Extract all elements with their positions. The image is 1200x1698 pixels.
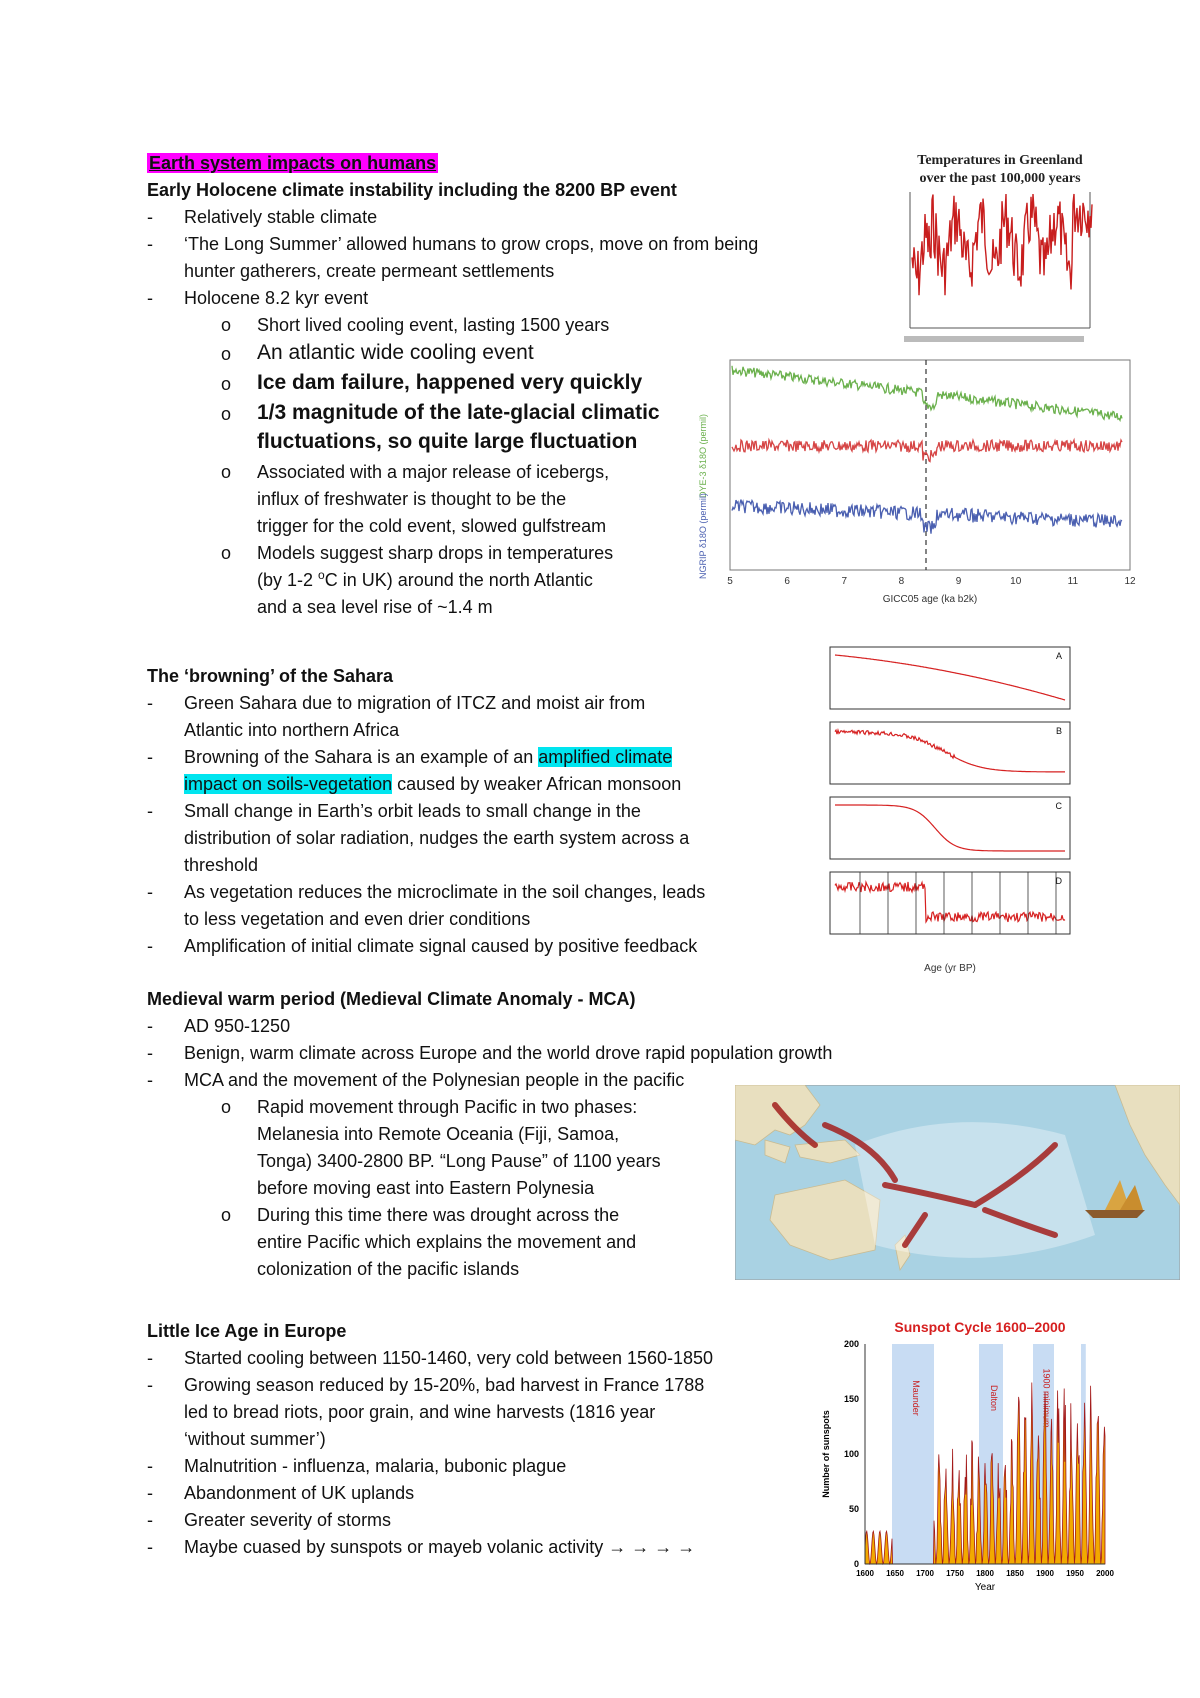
ice-xtick-label: 6 — [784, 576, 790, 587]
list-item-continuation: ‘without summer’) — [184, 1429, 326, 1449]
list-item-continuation: led to bread riots, poor grain, and wine harvests (1816 year — [184, 1402, 656, 1422]
sahara-panel-letter: D — [1055, 876, 1062, 886]
sahara-panel-letter: C — [1055, 801, 1062, 811]
sunspot-xtick-label: 1700 — [916, 1569, 934, 1578]
bullet-dash: - — [147, 1375, 153, 1395]
bullet-dash: - — [147, 207, 153, 227]
arrows-glyph: → → → → — [608, 1537, 696, 1557]
sub-item-continuation: (by 1-2 $^o$C in UK) around the north Atlantic — [257, 568, 593, 590]
sub-item-continuation: and a sea level rise of ~1.4 m — [257, 597, 493, 617]
list-item: Green Sahara due to migration of ITCZ and moist air from — [184, 693, 646, 713]
bullet-dash: - — [147, 747, 153, 767]
sunspot-xtick-label: 1900 — [1036, 1569, 1054, 1578]
bullet-dash: - — [147, 936, 153, 956]
bullet-circle: o — [221, 404, 232, 424]
sub-item-continuation: Melanesia into Remote Oceania (Fiji, Samoa, — [257, 1124, 620, 1144]
bullet-dash: - — [147, 1537, 153, 1557]
sunspot-cycle-figure — [815, 1318, 1115, 1593]
list-item: Growing season reduced by 15-20%, bad harvest in France 1788 — [184, 1375, 705, 1395]
sunspot-title: Sunspot Cycle 1600–2000 — [894, 1319, 1066, 1335]
sunspot-ytick-label: 200 — [843, 1339, 859, 1349]
sahara-panel-frame — [830, 797, 1070, 859]
bullet-dash: - — [147, 693, 153, 713]
sub-item-continuation: trigger for the cold event, slowed gulfstream — [257, 516, 607, 536]
section-heading-little-ice-age: Little Ice Age in Europe — [147, 1321, 347, 1341]
list-item: Abandonment of UK uplands — [184, 1483, 415, 1503]
sunspot-band-label: Dalton — [989, 1384, 999, 1412]
list-item-continuation: threshold — [184, 855, 259, 875]
sahara-series-line — [835, 882, 1065, 922]
bullet-dash: - — [147, 1510, 153, 1530]
sahara-series-line — [835, 655, 1065, 700]
list-item: AD 950-1250 — [184, 1016, 291, 1036]
list-item: MCA and the movement of the Polynesian people in the pacific — [184, 1070, 685, 1090]
sub-item: Short lived cooling event, lasting 1500 years — [257, 315, 610, 335]
list-item-continuation: to less vegetation and even drier conditions — [184, 909, 531, 929]
bullet-dash: - — [147, 234, 153, 254]
bullet-dash: - — [147, 1456, 153, 1476]
list-item: Small change in Earth’s orbit leads to small change in the — [184, 801, 641, 821]
bullet-circle: o — [221, 315, 232, 335]
greenland-title-2: over the past 100,000 years — [919, 171, 1081, 186]
list-item: Benign, warm climate across Europe and the world drove rapid population growth — [184, 1043, 833, 1063]
list-item: Browning of the Sahara is an example of an amplified climate — [184, 747, 673, 767]
sunspot-xtick-label: 1800 — [976, 1569, 994, 1578]
list-item: Maybe cuased by sunspots or mayeb volanic activity → → → → — [184, 1537, 696, 1557]
ice-xlabel: GICC05 age (ka b2k) — [882, 594, 978, 605]
sahara-xlabel: Age (yr BP) — [924, 963, 976, 974]
section-heading-mca: Medieval warm period (Medieval Climate Anomaly - MCA) — [147, 989, 636, 1009]
ice-xtick-label: 5 — [727, 576, 733, 587]
sunspot-ytick-label: 150 — [843, 1394, 859, 1404]
sub-item: During this time there was drought across the — [257, 1205, 620, 1225]
sunspot-ytick-label: 50 — [848, 1504, 859, 1514]
sub-item-continuation: colonization of the pacific islands — [257, 1259, 520, 1279]
sahara-series-line — [835, 730, 1065, 772]
list-item: Relatively stable climate — [184, 207, 378, 227]
sunspot-xtick-label: 1850 — [1006, 1569, 1024, 1578]
bullet-dash: - — [147, 1483, 153, 1503]
sub-item-continuation: Tonga) 3400-2800 BP. “Long Pause” of 1100 years — [257, 1151, 661, 1171]
bullet-dash: - — [147, 1043, 153, 1063]
list-item: Amplification of initial climate signal caused by positive feedback — [184, 936, 698, 956]
bullet-dash: - — [147, 1348, 153, 1368]
sunspot-xlabel: Year — [974, 1582, 996, 1593]
sub-item: An atlantic wide cooling event — [257, 341, 534, 364]
list-item-continuation: distribution of solar radiation, nudges the earth system across a — [184, 828, 690, 848]
sub-item-continuation: before moving east into Eastern Polynesia — [257, 1178, 595, 1198]
ice-xtick-label: 10 — [1010, 576, 1022, 587]
page-title: Earth system impacts on humans — [149, 153, 437, 173]
list-item-continuation: hunter gatherers, create permeant settlements — [184, 261, 555, 281]
sunspot-minimum-band — [892, 1344, 934, 1564]
sunspot-ytick-label: 100 — [843, 1449, 859, 1459]
bullet-circle: o — [221, 543, 232, 563]
bullet-circle: o — [221, 1205, 232, 1225]
greenland-temperature-figure — [880, 148, 1120, 358]
sahara-panel-letter: A — [1055, 651, 1062, 661]
sub-item-continuation: influx of freshwater is thought to be the — [257, 489, 567, 509]
bullet-dash: - — [147, 1016, 153, 1036]
bullet-circle: o — [221, 344, 232, 364]
bullet-dash: - — [147, 1070, 153, 1090]
sunspot-xtick-label: 1650 — [886, 1569, 904, 1578]
section-heading-holocene: Early Holocene climate instability including the 8200 BP event — [147, 180, 677, 200]
list-item: As vegetation reduces the microclimate in the soil changes, leads — [184, 882, 706, 902]
sunspot-xtick-label: 1600 — [856, 1569, 874, 1578]
ice-xtick-label: 11 — [1067, 576, 1079, 587]
sub-item-continuation: entire Pacific which explains the movement and — [257, 1232, 637, 1252]
ice-xtick-label: 8 — [898, 576, 905, 587]
bullet-dash: - — [147, 801, 153, 821]
bullet-circle: o — [221, 1097, 232, 1117]
list-item: ‘The Long Summer’ allowed humans to grow crops, move on from being — [184, 234, 759, 254]
ice-xtick-label: 9 — [955, 576, 962, 587]
section-heading-sahara: The ‘browning’ of the Sahara — [147, 666, 394, 686]
sahara-panels-figure — [790, 645, 1090, 975]
list-item: Holocene 8.2 kyr event — [184, 288, 369, 308]
sub-item-continuation: fluctuations, so quite large fluctuation — [257, 430, 638, 453]
svg-text:NGRIP δ18O (permil): NGRIP δ18O (permil) — [698, 493, 708, 579]
list-item: Started cooling between 1150-1460, very cold between 1560-1850 — [184, 1348, 714, 1368]
sub-item: Ice dam failure, happened very quickly — [257, 371, 643, 394]
bullet-circle: o — [221, 374, 232, 394]
sunspot-band-label: Maunder — [911, 1380, 921, 1416]
sahara-panel-frame — [830, 647, 1070, 709]
sunspot-xtick-label: 1950 — [1066, 1569, 1084, 1578]
pacific-migration-map — [735, 1085, 1180, 1280]
list-item: Malnutrition - influenza, malaria, bubonic plague — [184, 1456, 567, 1476]
svg-text:DYE-3 δ18O (permil): DYE-3 δ18O (permil) — [698, 413, 708, 499]
bullet-circle: o — [221, 462, 232, 482]
ice-xtick-label: 12 — [1124, 576, 1136, 587]
sub-item: Associated with a major release of icebergs, — [257, 462, 610, 482]
list-item-continuation: Atlantic into northern Africa — [184, 720, 400, 740]
sunspot-ytick-label: 0 — [853, 1559, 859, 1569]
sunspot-xtick-label: 2000 — [1096, 1569, 1114, 1578]
bullet-dash: - — [147, 288, 153, 308]
sunspot-band-label: 1900 minimum — [1041, 1368, 1052, 1428]
sub-item: Models suggest sharp drops in temperatures — [257, 543, 614, 563]
sahara-series-line — [835, 805, 1065, 851]
ice-xtick-label: 7 — [841, 576, 848, 587]
bullet-dash: - — [147, 882, 153, 902]
sub-item: 1/3 magnitude of the late-glacial climatic — [257, 401, 660, 424]
greenland-title-1: Temperatures in Greenland — [917, 153, 1083, 168]
sub-item: Rapid movement through Pacific in two phases: — [257, 1097, 638, 1117]
ice-core-isotope-figure — [690, 356, 1180, 606]
list-item: Greater severity of storms — [184, 1510, 392, 1530]
sunspot-xtick-label: 1750 — [946, 1569, 964, 1578]
sunspot-ylabel: Number of sunspots — [821, 1410, 831, 1498]
list-item-continuation: impact on soils-vegetation caused by weaker African monsoon — [184, 774, 682, 794]
sahara-panel-letter: B — [1055, 726, 1062, 736]
